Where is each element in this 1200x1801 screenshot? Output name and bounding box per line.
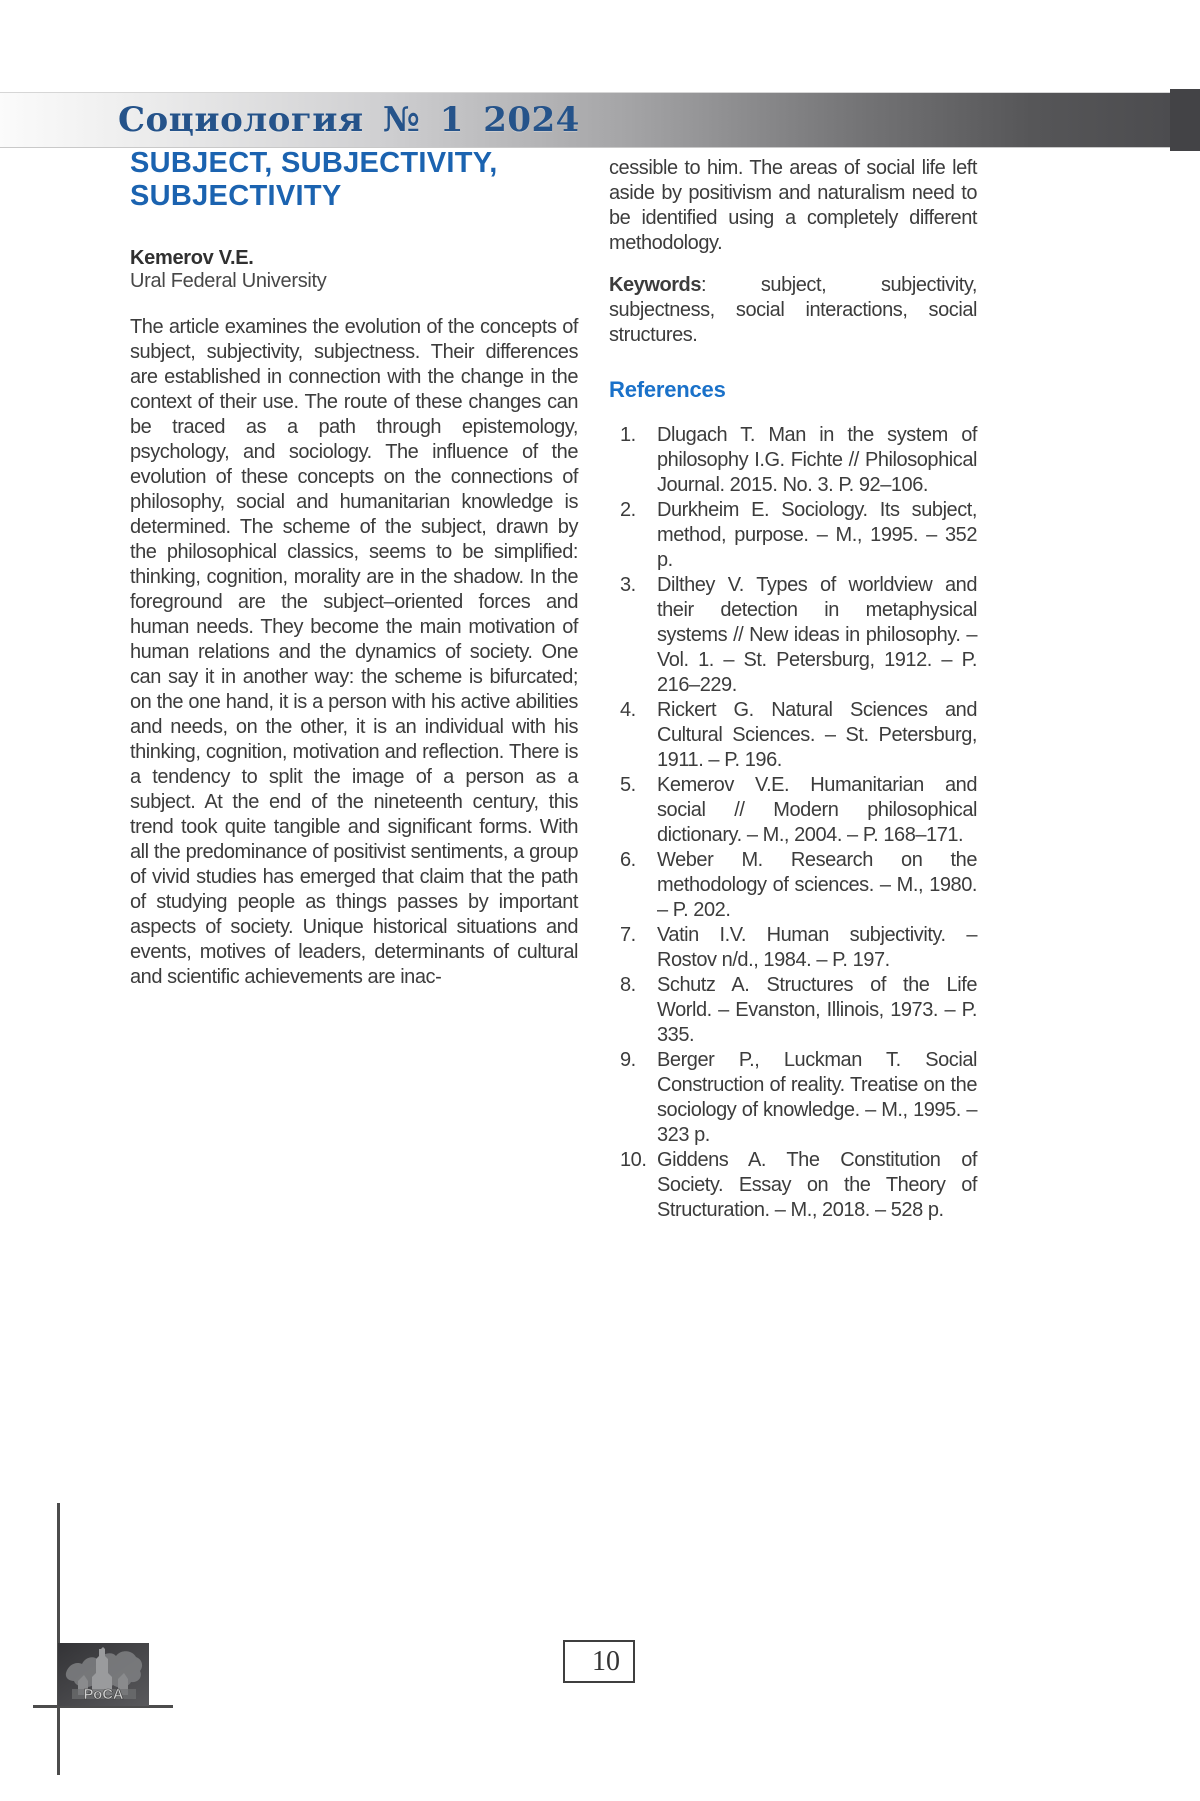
- reference-number: 10.: [620, 1149, 647, 1171]
- reference-text: Vatin I.V. Human subjectivity. – Rostov n/d., 1984. – P. 197.: [657, 924, 977, 971]
- abstract-continuation: cessible to him. The areas of social life left aside by positivism and naturalism need to be identified using a completely different methodology.: [609, 157, 977, 254]
- reference-number: 9.: [620, 1049, 636, 1071]
- reference-item: [620, 498, 977, 573]
- page-number-box: [563, 1640, 635, 1683]
- reference-number: 1.: [620, 424, 636, 446]
- right-column: [609, 156, 977, 1223]
- reference-item: [620, 423, 977, 498]
- reference-text: Kemerov V.E. Humanitarian and social // Modern philosophical dictionary. – M., 2004. – P. 168–171.: [657, 774, 977, 846]
- reference-text: Schutz A. Structures of the Life World. – Evanston, Illinois, 1973. – P. 335.: [657, 974, 977, 1046]
- reference-number: 5.: [620, 774, 636, 796]
- keywords-paragraph: [609, 273, 977, 348]
- reference-item: [620, 573, 977, 698]
- keywords-label: Keywords: [609, 274, 701, 296]
- publisher-logo: [58, 1643, 149, 1706]
- journal-title: Социология № 1 2024: [118, 100, 580, 140]
- crop-mark-vertical: [57, 1503, 60, 1775]
- reference-number: 8.: [620, 974, 636, 996]
- reference-number: 6.: [620, 849, 636, 871]
- reference-item: [620, 848, 977, 923]
- reference-number: 2.: [620, 499, 636, 521]
- page-edge-tab: [1170, 89, 1200, 151]
- reference-list: [609, 423, 977, 1223]
- publisher-logo-image: [58, 1643, 149, 1706]
- reference-text: Rickert G. Natural Sciences and Cultural Sciences. – St. Petersburg, 1911. – P. 196.: [657, 699, 977, 771]
- article-title-line1: SUBJECT, SUBJECTIVITY,: [130, 147, 498, 179]
- page-number: 10: [592, 1645, 620, 1677]
- reference-item: [620, 1048, 977, 1148]
- abstract-text: The article examines the evolution of the concepts of subject, subjectivity, subjectness. Their differences are established in connection with the change in the context of their use. The route of these changes can be traced as a path through epistemology, psychology, and sociology. The influence of the evolution of these concepts on the connections of philosophy, social and humanitarian knowledge is determined. The scheme of the subject, drawn by the philosophical classics, seems to be simplified: thinking, cognition, morality are in the shadow. In the foreground are the subject–oriented forces and human needs. They become the main motivation of human relations and the dynamics of society. One can say it in another way: the scheme is bifurcated; on the one hand, it is a person with his active abilities and needs, on the other, it is an individual with his thinking, cognition, motivation and reflection. There is a tendency to split the image of a person as a subject. At the end of the nineteenth century, this trend took quite tangible and significant forms. With all the predominance of positivist sentiments, a group of vivid studies has emerged that claim that the path of studying people as things passes by important aspects of society. Unique historical situations and events, motives of leaders, determinants of cultural and scientific achievements are inac-: [130, 316, 578, 988]
- reference-text: Durkheim E. Sociology. Its subject, method, purpose. – M., 1995. – 352 p.: [657, 499, 977, 571]
- logo-text: РоСА: [83, 1686, 124, 1703]
- reference-text: Dilthey V. Types of worldview and their detection in metaphysical systems // New ideas in philosophy. – Vol. 1. – St. Petersburg, 1912. – P. 216–229.: [657, 574, 977, 696]
- article-title: [130, 147, 578, 213]
- reference-item: [620, 1148, 977, 1223]
- reference-number: 3.: [620, 574, 636, 596]
- author-name: Kemerov V.E.: [130, 247, 254, 269]
- article-title-line2: SUBJECTIVITY: [130, 180, 342, 212]
- reference-text: Berger P., Luckman T. Social Construction of reality. Treatise on the sociology of knowledge. – M., 1995. – 323 p.: [657, 1049, 977, 1146]
- references-heading: References: [609, 377, 726, 402]
- reference-item: [620, 698, 977, 773]
- byline: [130, 247, 578, 293]
- left-column: [130, 147, 578, 990]
- reference-number: 7.: [620, 924, 636, 946]
- reference-number: 4.: [620, 699, 636, 721]
- reference-text: Weber M. Research on the methodology of sciences. – M., 1980. – P. 202.: [657, 849, 977, 921]
- reference-item: [620, 923, 977, 973]
- reference-item: [620, 773, 977, 848]
- keywords-text: : subject, subjectivity, subjectness, social interactions, social structures.: [609, 274, 977, 346]
- reference-text: Dlugach T. Man in the system of philosophy I.G. Fichte // Philosophical Journal. 2015. No. 3. P. 92–106.: [657, 424, 977, 496]
- reference-text: Giddens A. The Constitution of Society. Essay on the Theory of Structuration. – M., 2018. – 528 p.: [657, 1149, 977, 1221]
- reference-item: [620, 973, 977, 1048]
- author-affiliation: Ural Federal University: [130, 270, 327, 292]
